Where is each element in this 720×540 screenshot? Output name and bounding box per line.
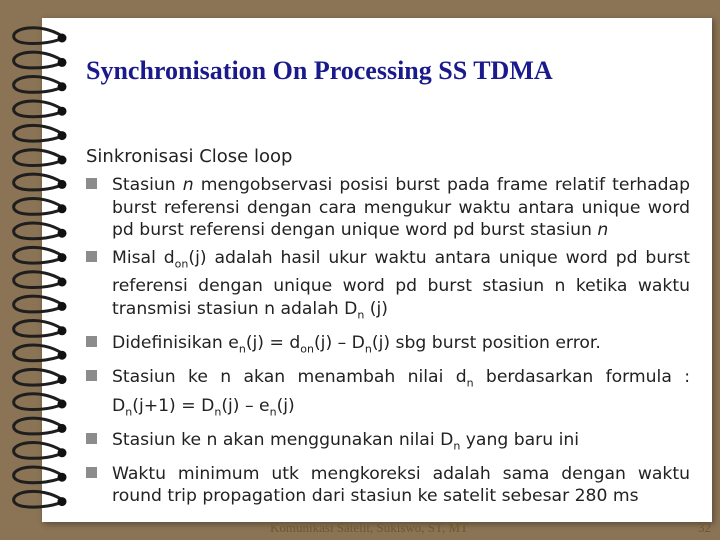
square-bullet-icon <box>86 336 97 347</box>
bullet-item <box>86 247 690 327</box>
spiral-ring <box>14 52 62 68</box>
spiral-ring <box>14 467 62 483</box>
square-bullet-icon <box>86 467 97 478</box>
binding-hole <box>58 131 67 140</box>
binding-hole <box>58 107 67 116</box>
bullet-item <box>86 366 690 424</box>
binding-hole <box>58 253 67 262</box>
binding-hole <box>58 58 67 67</box>
spiral-ring <box>14 101 62 117</box>
footer-text: Komunikasi Satelit, Sukiswo, ST, MT <box>270 520 469 535</box>
binding-hole <box>58 229 67 238</box>
bullet-text: Stasiun ke n akan menggunakan nilai $D_n$ yang baru ini <box>112 429 580 453</box>
page-number: 32 <box>698 520 711 535</box>
binding-hole <box>58 424 67 433</box>
spiral-ring <box>14 247 62 263</box>
binding-hole <box>58 473 67 482</box>
binding-hole <box>58 375 67 384</box>
spiral-ring <box>14 418 62 434</box>
binding-hole <box>58 34 67 43</box>
bullet-item <box>86 174 690 242</box>
spiral-ring <box>14 77 62 93</box>
spiral-binding <box>0 20 70 520</box>
spiral-ring <box>14 394 62 410</box>
bullet-item <box>86 429 690 458</box>
spiral-ring <box>14 296 62 312</box>
bullet-list <box>86 174 690 513</box>
binding-hole <box>58 82 67 91</box>
bullet-text: Stasiun n mengobservasi posisi burst pada frame relatif terhadap burst referensi dengan cara mengukur waktu antara unique word pd burst referensi dengan unique word pd burst stasiun n <box>112 175 690 240</box>
binding-hole <box>58 278 67 287</box>
square-bullet-icon <box>86 178 97 189</box>
binding-hole <box>58 156 67 165</box>
binding-hole <box>58 326 67 335</box>
spiral-ring <box>14 28 62 44</box>
spiral-ring <box>14 491 62 507</box>
spiral-ring <box>14 125 62 141</box>
spiral-ring <box>14 272 62 288</box>
bullet-text: Stasiun ke n akan menambah nilai $d_n$ berdasarkan formula : $D_n(j+1) = D_n(j) - e_n(j)$ <box>112 366 690 419</box>
square-bullet-icon <box>86 433 97 444</box>
square-bullet-icon <box>86 370 97 381</box>
spiral-ring <box>14 321 62 337</box>
bullet-text: Waktu minimum utk mengkoreksi adalah sama dengan waktu round trip propagation dari stasiun ke satelit sebesar 280 ms <box>112 463 690 507</box>
spiral-ring <box>14 199 62 215</box>
bullet-text: Misal $d_{on}(j)$ adalah hasil ukur waktu antara unique word pd burst referensi dengan unique word pd burst stasiun n ketika waktu transmisi stasiun n adalah $D_n$ (j) <box>112 247 690 322</box>
bullet-item <box>86 463 690 508</box>
spiral-ring <box>14 369 62 385</box>
slide-subtitle: Sinkronisasi Close loop <box>86 146 293 167</box>
bullet-text: Didefinisikan $e_n(j) = d_{on}(j) - D_n(j)$ sbg burst position error. <box>112 332 601 356</box>
slide-title: Synchronisation On Processing SS TDMA <box>86 56 553 85</box>
spiral-ring <box>14 174 62 190</box>
spiral-ring <box>14 443 62 459</box>
square-bullet-icon <box>86 251 97 262</box>
spiral-ring <box>14 345 62 361</box>
spiral-ring <box>14 223 62 239</box>
binding-hole <box>58 351 67 360</box>
binding-hole <box>58 400 67 409</box>
bullet-item <box>86 332 690 361</box>
binding-hole <box>58 448 67 457</box>
binding-hole <box>58 497 67 506</box>
binding-hole <box>58 180 67 189</box>
spiral-ring <box>14 150 62 166</box>
binding-hole <box>58 204 67 213</box>
binding-hole <box>58 302 67 311</box>
